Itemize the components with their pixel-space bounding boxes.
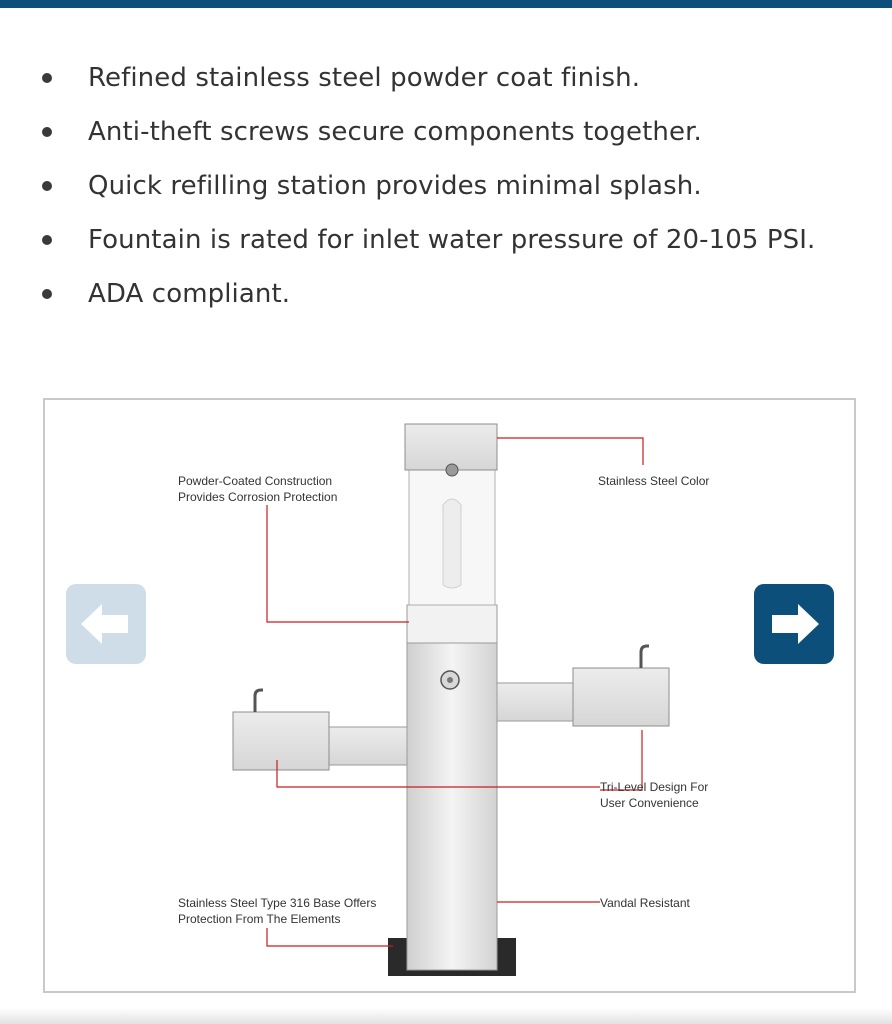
drinking-fountain-illustration xyxy=(45,400,856,993)
callout-vandal: Vandal Resistant xyxy=(600,896,690,910)
product-image-gallery xyxy=(43,398,856,993)
right-basin xyxy=(573,668,669,726)
arrow-right-icon xyxy=(754,584,834,664)
feature-list xyxy=(0,58,815,328)
right-arm xyxy=(497,683,575,721)
callout-stainless-color: Stainless Steel Color xyxy=(598,474,710,488)
feature-item: Fountain is rated for inlet water pressure of 20-105 PSI. xyxy=(0,220,815,274)
feature-item: ADA compliant. xyxy=(0,274,815,328)
previous-image-button[interactable] xyxy=(66,584,146,664)
next-image-button[interactable] xyxy=(754,584,834,664)
callout-tri-level: Tri-Level Design For User Convenience xyxy=(600,780,709,810)
left-arm xyxy=(327,727,407,765)
callout-powder-coated: Powder-Coated Construction Provides Corrosion Protection xyxy=(178,474,338,504)
feature-item: Anti-theft screws secure components together. xyxy=(0,112,815,166)
bottom-scroll-shadow xyxy=(0,1008,892,1024)
bottle-filler-head xyxy=(405,424,497,470)
arrow-left-icon xyxy=(66,584,146,664)
feature-item: Quick refilling station provides minimal splash. xyxy=(0,166,815,220)
top-brand-bar xyxy=(0,0,892,8)
callout-base: Stainless Steel Type 316 Base Offers Protection From The Elements xyxy=(178,896,377,926)
feature-item: Refined stainless steel powder coat finish. xyxy=(0,58,815,112)
left-basin xyxy=(233,712,329,770)
